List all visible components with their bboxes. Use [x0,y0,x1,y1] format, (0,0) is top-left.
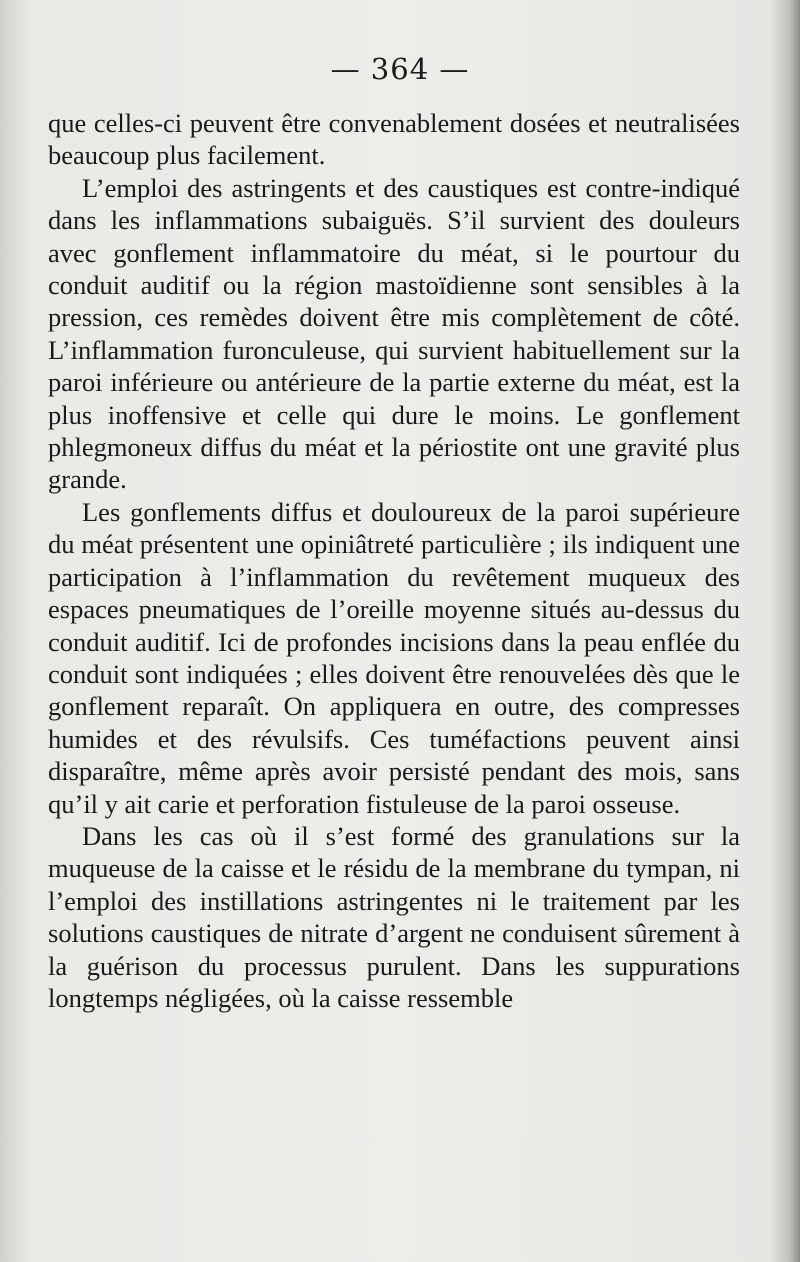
paragraph-granulations: Dans les cas où il s’est formé des granulations sur la muqueuse de la caisse et le résidu de la membrane du tympan, ni l’emploi des instillations astringentes ni le traitement par les solutions caustiques de nitrate d’argent ne conduisent sûrement à la guérison du processus purulent. Dans les suppurations longtemps négligées, où la caisse ressemble [48,820,740,1013]
paragraph-continued: que celles-ci peuvent être convenablement dosées et neutralisées beaucoup plus facilement. [48,108,740,171]
page-body-text [48,107,740,1014]
page-number: — 364 — [330,52,470,86]
paragraph-diffuse-swellings: Les gonflements diffus et douloureux de la paroi supérieure du méat présentent une opiniâtreté particulière ; ils indiquent une participation à l’inflammation du revêtement muqueux des espaces pneumatiques de l’oreille moyenne situés au-dessus du conduit auditif. Ici de profondes incisions dans la peau enflée du conduit sont indiquées ; elles doivent être renouvelées dès que le gonflement reparaît. On appliquera en outre, des compresses humides et des révulsifs. Ces tuméfactions peuvent ainsi disparaître, même après avoir persisté pendant des mois, sans qu’il y ait carie et perforation fistuleuse de la paroi osseuse. [48,496,740,819]
paragraph-astringents: L’emploi des astringents et des caustiques est contre-indiqué dans les inflammations subaiguës. S’il survient des douleurs avec gonflement inflammatoire du méat, si le pourtour du conduit auditif ou la région mastoïdienne sont sensibles à la pression, ces remèdes doivent être mis complètement de côté. L’inflammation furonculeuse, qui survient habituellement sur la paroi inférieure ou antérieure de la partie externe du méat, est la plus inoffensive et celle qui dure le moins. Le gonflement phlegmoneux diffus du méat et la périostite ont une gravité plus grande. [48,172,740,495]
